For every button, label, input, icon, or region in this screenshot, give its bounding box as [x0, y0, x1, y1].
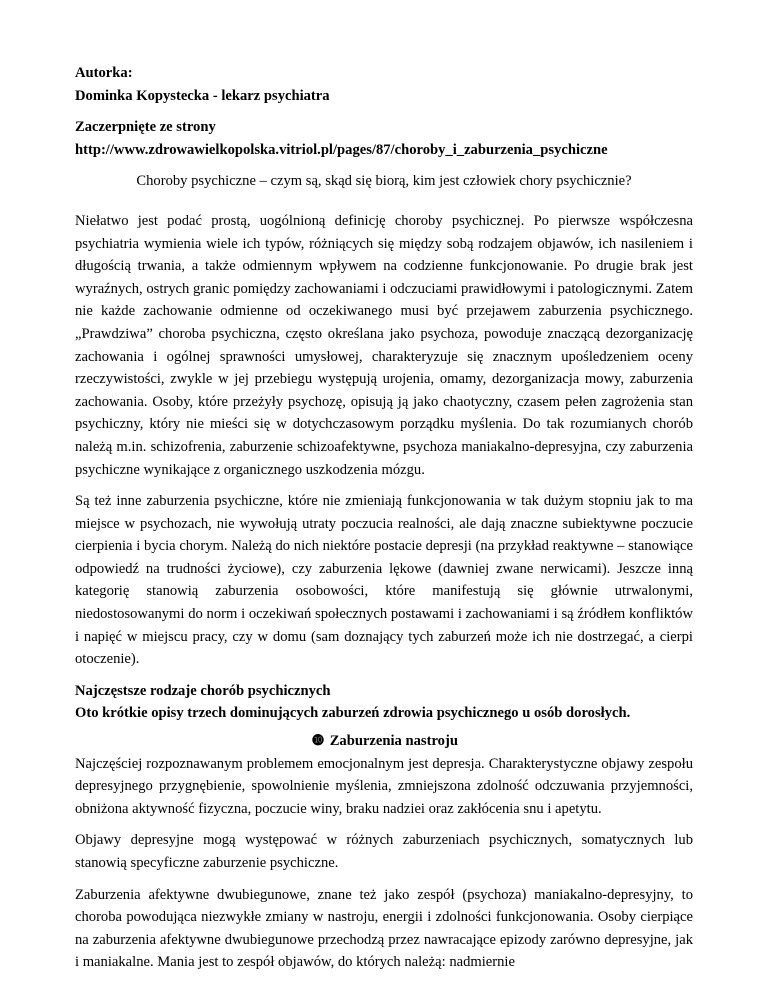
- paragraph-other-disorders: Są też inne zaburzenia psychiczne, które nie zmieniają funkcjonowania w tak dużym stopniu jak to ma miejsce w psychozach, nie wywołują utraty poczucia realności, ale dają znaczne subiektywne poczucie cierpienia i bycia chorym. Należą do nich niektóre postacie depresji (na przykład reaktywne – stanowiące odpowiedź na trudności życiowe), czy zaburzenia lękowe (dawniej zwane nerwicami). Jeszcze inną kategorię stanowią zaburzenia osobowości, które manifestują się głównie utrwalonymi, niedostosowanymi do norm i oczekiwań społecznych postawami i zachowaniami i są źródłem konfliktów i napięć w miejscu pracy, czy w domu (sam doznający tych zaburzeń może ich nie dostrzegać, a cierpi otoczenie).: [75, 493, 693, 668]
- author-name: Dominka Kopystecka - lekarz psychiatra: [75, 87, 330, 104]
- intro-title: Choroby psychiczne – czym są, skąd się biorą, kim jest człowiek chory psychicznie?: [136, 173, 632, 190]
- document-page: [75, 62, 693, 983]
- mood-disorders-heading: [75, 730, 693, 753]
- author-block: [75, 62, 693, 107]
- paragraph-depressive-symptoms: Objawy depresyjne mogą występować w różnych zaburzeniach psychicznych, somatycznych lub stanowią specyficzne zaburzenie psychiczne.: [75, 832, 693, 871]
- section-heading: Najczęstsze rodzaje chorób psychicznych: [75, 682, 331, 699]
- author-label: Autorka:: [75, 65, 133, 81]
- bullet-icon: ❿: [311, 733, 325, 750]
- paragraph-bipolar: Zaburzenia afektywne dwubiegunowe, znane też jako zespół (psychoza) maniakalno-depresyjny, to choroba powodująca niezwykłe zmiany w nastroju, energii i zdolności funkcjonowania. Osoby cierpiące na zaburzenia afektywne dwubiegunowe przechodzą przez nawracające epizody zarówno depresyjne, jak i maniakalne. Mania jest to zespół objawów, do których należą: nadmiernie: [75, 886, 693, 971]
- paragraph-definition: Niełatwo jest podać prostą, uogólnioną definicję choroby psychicznej. Po pierwsze współczesna psychiatria wymienia wiele ich typów, różniących się między sobą rodzajem objawów, ich nasileniem i długością trwania, a także odmiennym wpływem na codzienne funkcjonowanie. Po drugie brak jest wyraźnych, ostrych granic pomiędzy zachowaniami i odczuciami prawidłowymi i patologicznymi. Zatem nie każde zachowanie odmienne od oczekiwanego musi być przejawem zaburzenia psychicznego. „Prawdziwa” choroba psychiczna, często określana jako psychoza, powoduje znaczącą dezorganizację zachowania i ogólnej sprawności umysłowej, charakteryzuje się znacznym upośledzeniem oceny rzeczywistości, zwykle w jej przebiegu występują urojenia, omamy, dezorganizacja mowy, zaburzenia zachowania. Osoby, które przeżyły psychozę, opisują ją jako chaotyczny, czasem pełen zagrożenia stan psychiczny, który nie mieści się w dotychczasowym porządku myślenia. Do tak rozumianych chorób należą m.in. schizofrenia, zaburzenie schizoafektywne, psychoza maniakalno-depresyjna, czy zaburzenia psychiczne wynikające z organicznego uszkodzenia mózgu.: [75, 212, 693, 478]
- section-subheading: Oto krótkie opisy trzech dominujących zaburzeń zdrowia psychicznego u osób dorosłych.: [75, 705, 631, 722]
- paragraph-depression: Najczęściej rozpoznawanym problemem emocjonalnym jest depresja. Charakterystyczne objawy zespołu depresyjnego przygnębienie, spowolnienie myślenia, zmniejszona zdolność odczuwania przyjemności, obniżona aktywność fizyczna, poczucie winy, braku nadziei oraz zakłócenia snu i apetytu.: [75, 755, 693, 817]
- mood-disorders-title: Zaburzenia nastroju: [329, 733, 458, 750]
- source-label: Zaczerpnięte ze strony: [75, 119, 216, 136]
- source-url: http://www.zdrowawielkopolska.vitriol.pl/pages/87/choroby_i_zaburzenia_psychiczne: [75, 141, 608, 158]
- source-block: [75, 116, 693, 161]
